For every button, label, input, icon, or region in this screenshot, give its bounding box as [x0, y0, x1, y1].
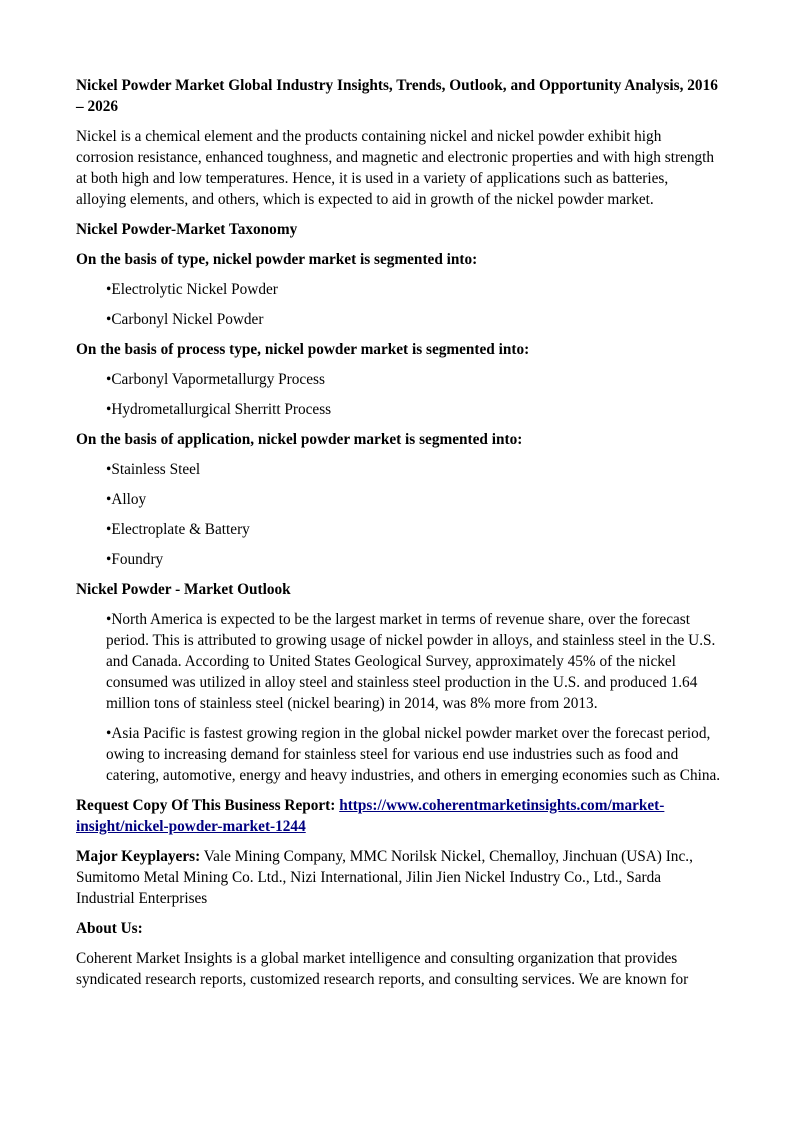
document-page [76, 75, 722, 999]
list-item: •Stainless Steel [106, 461, 201, 478]
report-link[interactable]: https://www.coherentmarketinsights.com/market-insight/nickel-powder-market-1244 [76, 797, 665, 835]
application-list [76, 459, 722, 570]
type-heading: On the basis of type, nickel powder market is segmented into: [76, 251, 478, 268]
application-heading: On the basis of application, nickel powder market is segmented into: [76, 431, 523, 448]
type-list [76, 279, 722, 330]
about-paragraph: Coherent Market Insights is a global market intelligence and consulting organization that provides syndicated research reports, customized research reports, and consulting services. We are known for [76, 950, 689, 988]
request-copy-paragraph [76, 795, 722, 837]
list-item: •Carbonyl Nickel Powder [106, 311, 264, 328]
list-item: •Hydrometallurgical Sherritt Process [106, 401, 332, 418]
keyplayers-text: Vale Mining Company, MMC Norilsk Nickel, Chemalloy, Jinchuan (USA) Inc., Sumitomo Metal Mining Co. Ltd., Nizi International, Jilin Jien Nickel Industry Co., Ltd., Sarda Industrial Enterprises [76, 848, 693, 907]
document-title: Nickel Powder Market Global Industry Insights, Trends, Outlook, and Opportunity Analysis, 2016 – 2026 [76, 77, 718, 115]
list-item: •Electroplate & Battery [106, 521, 250, 538]
list-item: •Electrolytic Nickel Powder [106, 281, 278, 298]
request-copy-label: Request Copy Of This Business Report: [76, 797, 340, 814]
list-item: •Alloy [106, 491, 147, 508]
intro-paragraph: Nickel is a chemical element and the products containing nickel and nickel powder exhibit high corrosion resistance, enhanced toughness, and magnetic and electronic properties and with high strength at both high and low temperatures. Hence, it is used in a variety of applications such as batteries, alloying elements, and others, which is expected to aid in growth of the nickel powder market. [76, 128, 715, 208]
list-item: •Asia Pacific is fastest growing region in the global nickel powder market over the forecast period, owing to increasing demand for stainless steel for various end use industries such as food and catering, automotive, energy and heavy industries, and others in emerging economies such as China. [106, 725, 721, 784]
process-heading: On the basis of process type, nickel powder market is segmented into: [76, 341, 530, 358]
keyplayers-label: Major Keyplayers: [76, 848, 201, 865]
outlook-heading: Nickel Powder - Market Outlook [76, 581, 291, 598]
outlook-list [76, 609, 722, 786]
list-item: •North America is expected to be the largest market in terms of revenue share, over the forecast period. This is attributed to growing usage of nickel powder in alloys, and stainless steel in the U.S. and Canada. According to United States Geological Survey, approximately 45% of the nickel consumed was utilized in alloy steel and stainless steel production in the U.S. and produced 1.64 million tons of stainless steel (nickel bearing) in 2014, was 8% more from 2013. [106, 611, 716, 712]
taxonomy-heading: Nickel Powder-Market Taxonomy [76, 221, 298, 238]
about-heading: About Us: [76, 920, 143, 937]
process-list [76, 369, 722, 420]
list-item: •Carbonyl Vapormetallurgy Process [106, 371, 325, 388]
list-item: •Foundry [106, 551, 164, 568]
keyplayers-paragraph [76, 846, 722, 909]
